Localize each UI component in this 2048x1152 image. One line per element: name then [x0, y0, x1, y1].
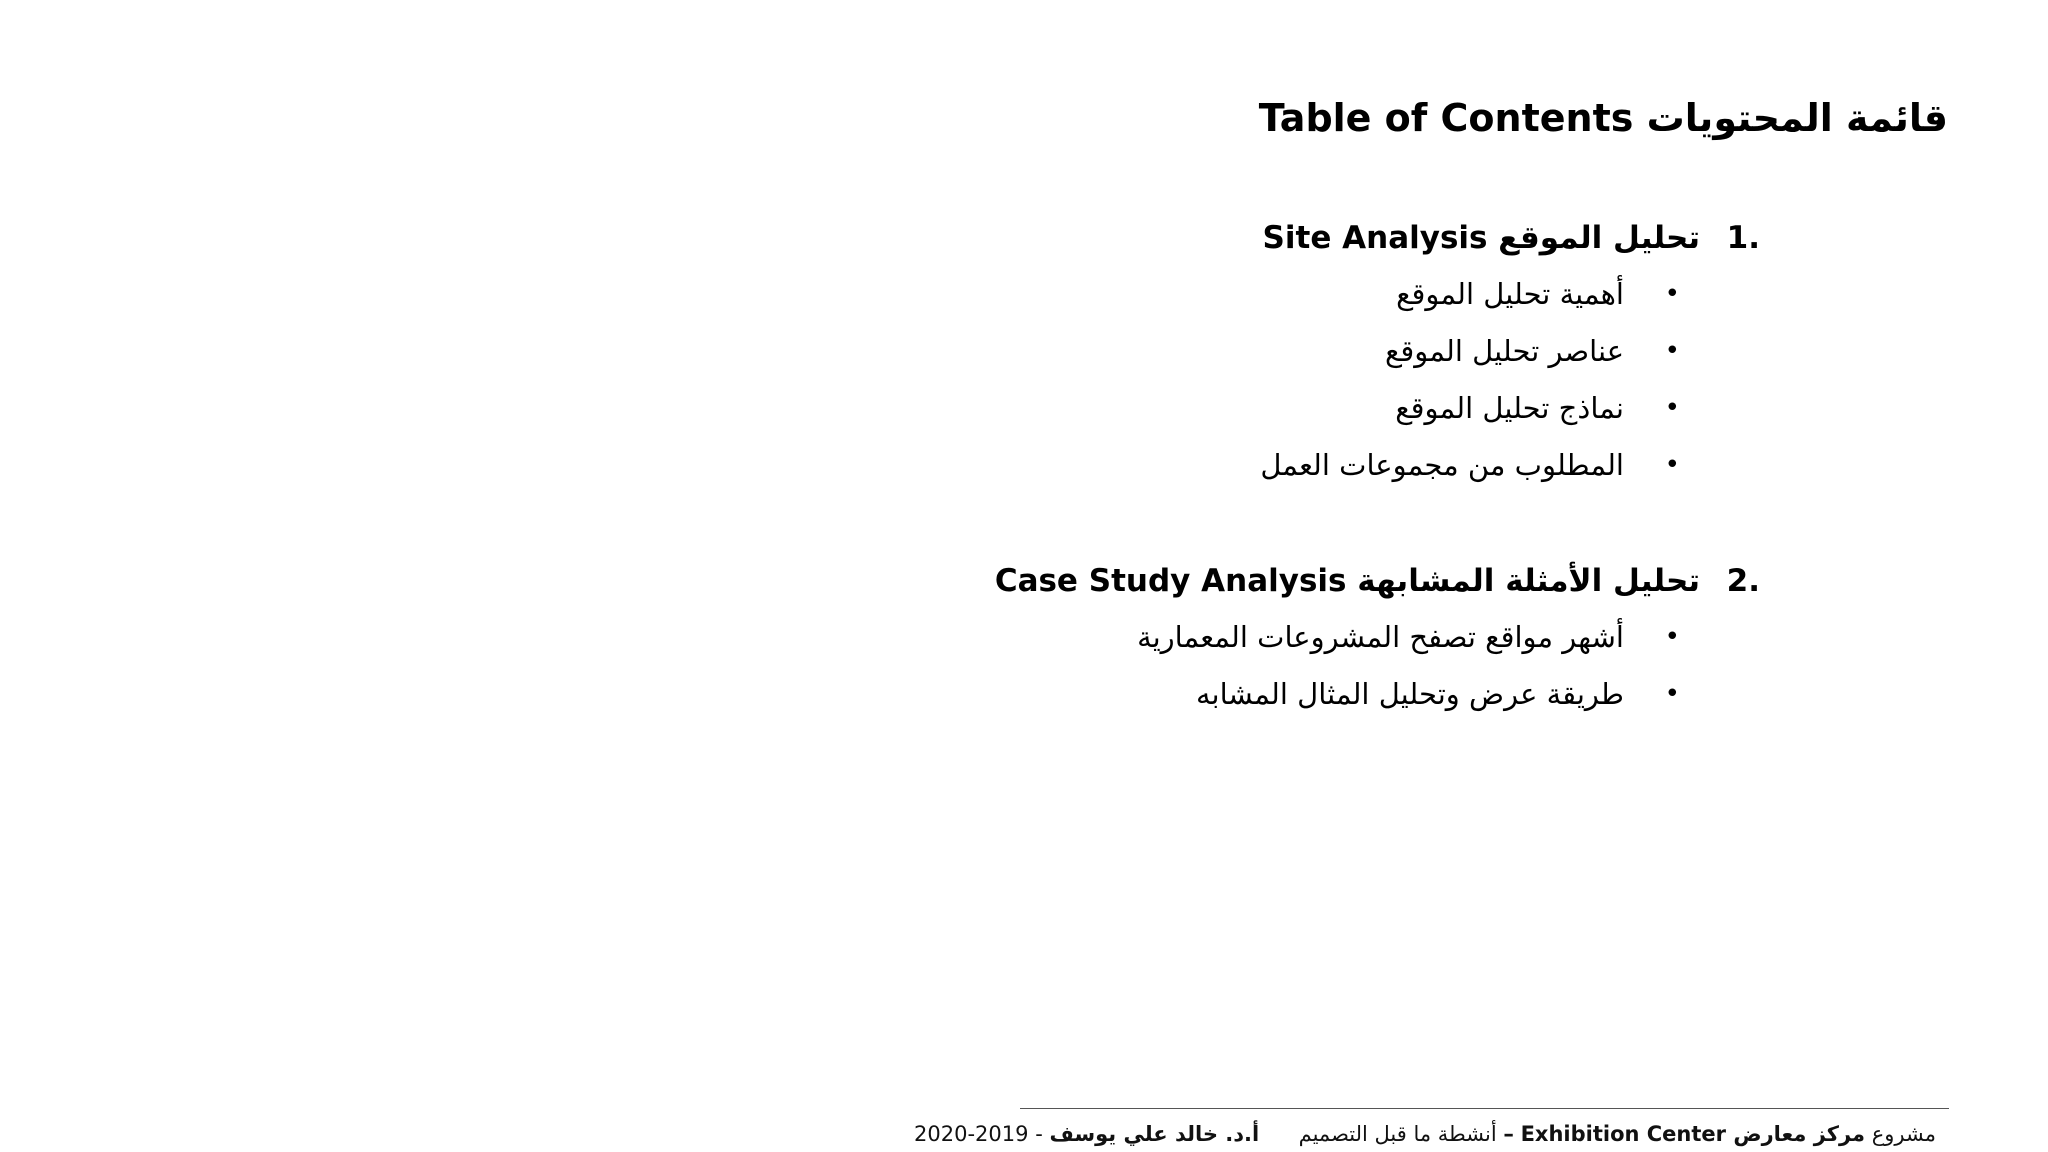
list-item-label: نماذج تحليل الموقع — [1395, 391, 1624, 425]
list-item[interactable] — [660, 380, 1760, 437]
bullet-icon: • — [1664, 393, 1680, 423]
footer-author: أ.د. خالد علي يوسف — [1049, 1122, 1260, 1146]
section-heading[interactable] — [660, 210, 1760, 266]
bullet-icon: • — [1664, 336, 1680, 366]
section-number: 2. — [1726, 563, 1760, 599]
list-item-label: عناصر تحليل الموقع — [1385, 334, 1624, 368]
footer-separator: - — [1035, 1122, 1043, 1146]
section-number: 1. — [1726, 220, 1760, 256]
list-item[interactable] — [660, 666, 1760, 723]
list-item-label: المطلوب من مجموعات العمل — [1260, 448, 1624, 482]
section-title: تحليل الأمثلة المشابهة Case Study Analysis — [994, 563, 1700, 599]
bullet-icon: • — [1664, 450, 1680, 480]
list-item[interactable] — [660, 323, 1760, 380]
page-footer — [914, 1119, 1936, 1149]
footer-project-name: مركز معارض Exhibition Center — [1520, 1122, 1866, 1146]
list-item[interactable] — [660, 609, 1760, 666]
bullet-icon: • — [1664, 622, 1680, 652]
bullet-icon: • — [1664, 679, 1680, 709]
footer-dash: – — [1503, 1122, 1514, 1146]
page-title: قائمة المحتويات Table of Contents — [1258, 96, 1948, 140]
toc-section-case-study — [660, 553, 1760, 723]
list-item-label: أهمية تحليل الموقع — [1396, 277, 1624, 311]
section-heading[interactable] — [660, 553, 1760, 609]
list-item-label: طريقة عرض وتحليل المثال المشابه — [1195, 677, 1624, 711]
list-item-label: أشهر مواقع تصفح المشروعات المعمارية — [1137, 620, 1624, 654]
footer-activity: أنشطة ما قبل التصميم — [1298, 1122, 1497, 1146]
section-item-list — [660, 266, 1760, 494]
list-item[interactable] — [660, 266, 1760, 323]
section-item-list — [660, 609, 1760, 723]
footer-project-prefix: مشروع — [1871, 1122, 1936, 1146]
footer-divider — [1020, 1108, 1949, 1109]
footer-year: 2019-2020 — [914, 1122, 1029, 1146]
list-item[interactable] — [660, 437, 1760, 494]
section-title: تحليل الموقع Site Analysis — [1262, 220, 1700, 256]
toc-section-site-analysis — [660, 210, 1760, 494]
bullet-icon: • — [1664, 279, 1680, 309]
